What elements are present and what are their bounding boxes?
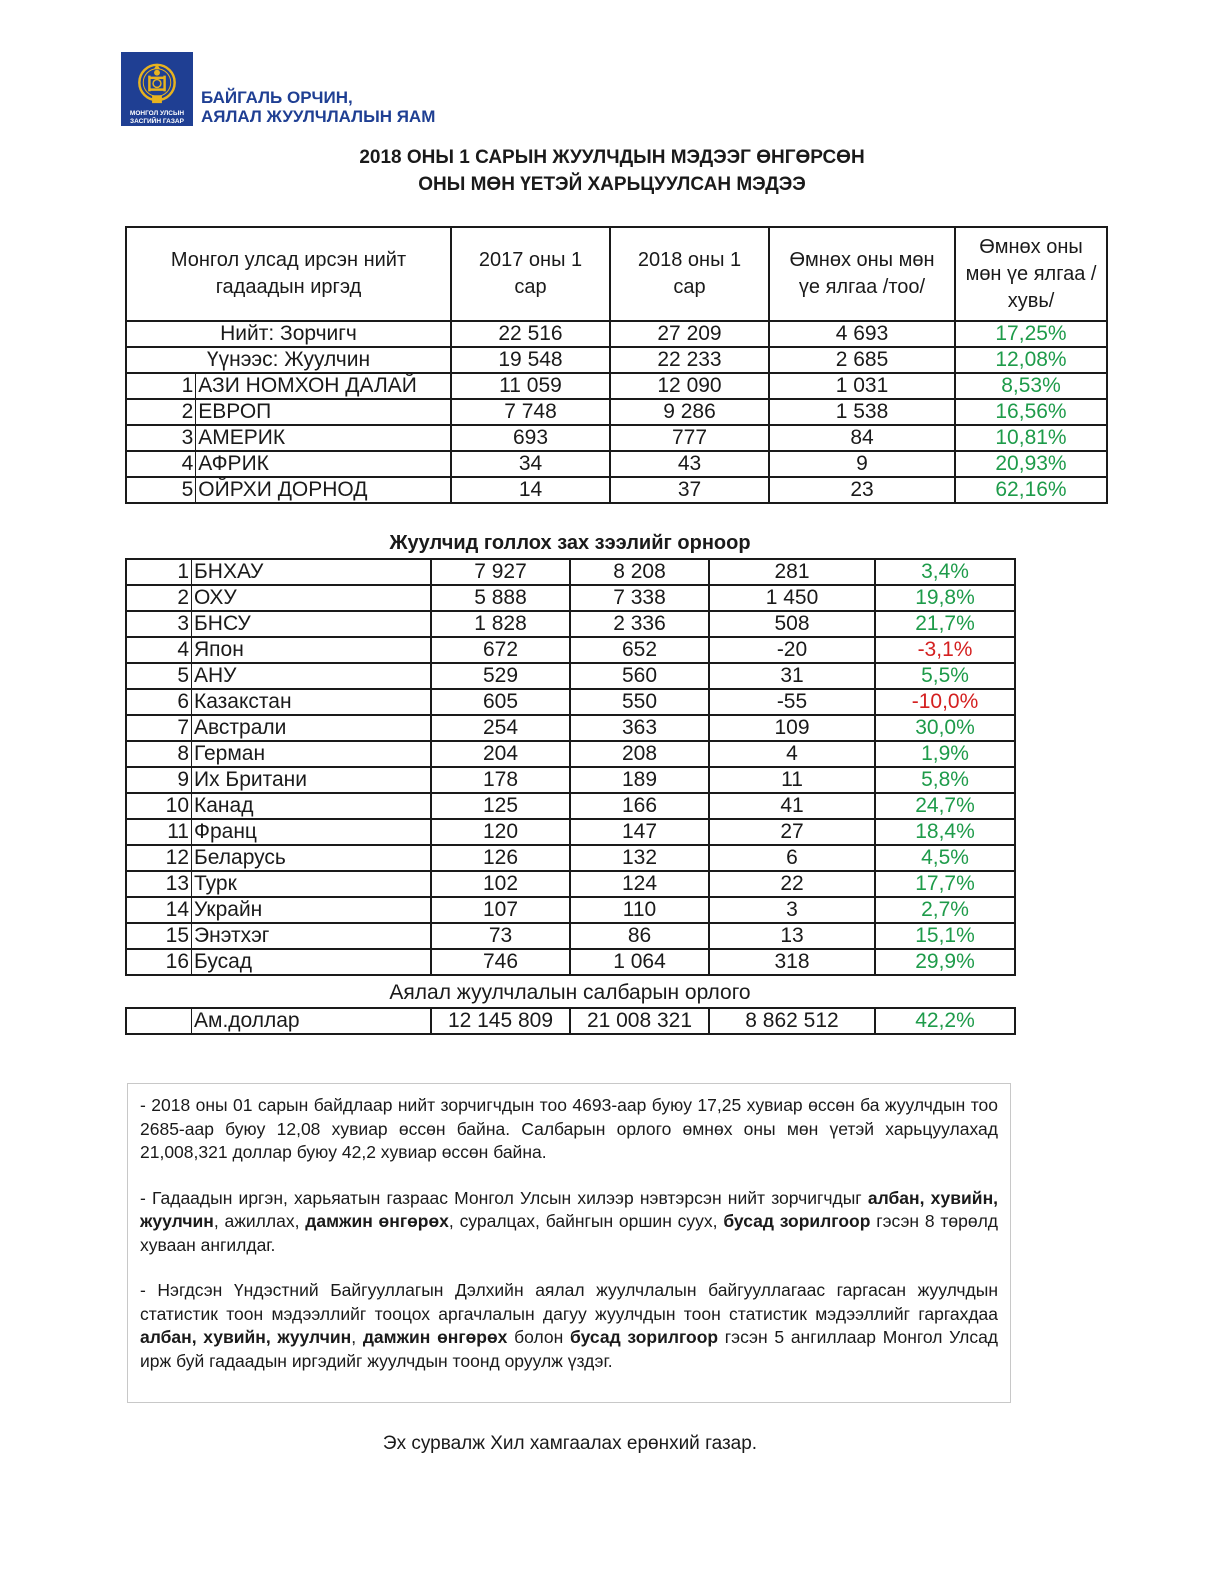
row-number: 16: [126, 949, 192, 975]
row-2018: 1 064: [570, 949, 709, 975]
row-2017: 254: [431, 715, 570, 741]
table-row: [126, 845, 1015, 871]
soyombo-emblem-icon: [137, 56, 177, 109]
row-diff: 318: [709, 949, 875, 975]
row-number: 12: [126, 845, 192, 871]
row-2018: 8 208: [570, 559, 709, 585]
row-number: 3: [126, 611, 192, 637]
header-2017-text: 2017 оны 1 сар: [478, 249, 583, 298]
countries-rows: [126, 559, 1015, 975]
table-row: [126, 949, 1015, 975]
row-2017: 7 748: [451, 399, 610, 425]
row-pct: 24,7%: [875, 793, 1015, 819]
note3-bold-f: бусад зорилгоор: [570, 1327, 719, 1347]
row-diff: 11: [709, 767, 875, 793]
document-title: [0, 144, 1224, 198]
tourists-diff: 2 685: [769, 347, 955, 373]
tourists-2017: 19 548: [451, 347, 610, 373]
header-visitors-text: Монгол улсад ирсэн нийт гадаадын иргэд: [170, 249, 407, 298]
row-name: Франц: [192, 819, 432, 845]
row-2018: 110: [570, 897, 709, 923]
note3-text-g: гэсэн 5 ангиллаар Монгол Улсад ирж буй гадаадын иргэдийг жуулчдын тоонд оруулж үздэг.: [140, 1327, 999, 1371]
title-line1: 2018 ОНЫ 1 САРЫН ЖУУЛЧДЫН МЭДЭЭГ ӨНГӨРСӨН: [359, 147, 865, 168]
countries-table: [125, 558, 1016, 976]
note-paragraph-2: [140, 1187, 998, 1258]
table-row: [126, 611, 1015, 637]
row-2017: 14: [451, 477, 610, 503]
row-2018: 132: [570, 845, 709, 871]
row-2017: 11 059: [451, 373, 610, 399]
row-diff: 281: [709, 559, 875, 585]
row-diff: -55: [709, 689, 875, 715]
header-pct-text: Өмнөх оны мөн үе ялгаа /хувь/: [965, 235, 1097, 312]
row-2018: 777: [610, 425, 769, 451]
countries-subtitle: Жуулчид голлох зах зээлийг орноор: [389, 532, 751, 554]
row-pct: 15,1%: [875, 923, 1015, 949]
note-paragraph-1: - 2018 оны 01 сарын байдлаар нийт зорчигчдын тоо 4693-аар буюу 17,25 хувиар өссөн ба жуулчдын тоо 2685-аар буюу 12,08 хувиар өссөн байна. Салбарын орлого өмнөх оны мөн үетэй харьцуулахад 21,008,321 доллар буюу 42,2 хувиар өссөн байна.: [140, 1095, 998, 1162]
row-diff: -20: [709, 637, 875, 663]
row-number: 2: [126, 585, 192, 611]
row-number: 5: [126, 663, 192, 689]
row-name: АМЕРИК: [196, 425, 451, 451]
row-2018: 12 090: [610, 373, 769, 399]
tourists-pct: 12,08%: [955, 347, 1107, 373]
note-paragraph-3: [140, 1279, 998, 1373]
table-row: [126, 897, 1015, 923]
row-diff: 41: [709, 793, 875, 819]
row-2017: 7 927: [431, 559, 570, 585]
revenue-label: Ам.доллар: [192, 1008, 432, 1034]
row-2017: 73: [431, 923, 570, 949]
row-2018: 166: [570, 793, 709, 819]
table-row: [126, 741, 1015, 767]
note3-bold-d: дамжин өнгөрөх: [362, 1327, 508, 1347]
row-name: Энэтхэг: [192, 923, 432, 949]
header-logo-block: [121, 52, 435, 126]
row-2017: 605: [431, 689, 570, 715]
row-name: Герман: [192, 741, 432, 767]
row-diff: 23: [769, 477, 955, 503]
table-row: [126, 477, 1107, 503]
row-2017: 120: [431, 819, 570, 845]
note2-text-a: - Гадаадын иргэн, харьяатын газраас Монгол Улсын хилээр нэвтэрсэн нийт зорчигчдыг: [140, 1187, 868, 1208]
note2-bold-b: албан, хувийн, жуулчин: [140, 1187, 998, 1231]
logo-caption-line1: МОНГОЛ УЛСЫН: [129, 110, 185, 117]
revenue-table: [125, 1007, 1016, 1035]
tourists-label: Үүнээс: Жуулчин: [126, 347, 451, 373]
row-2018: 147: [570, 819, 709, 845]
row-pct: 2,7%: [875, 897, 1015, 923]
row-2018: 43: [610, 451, 769, 477]
header-cell-2017: [451, 227, 610, 321]
header-cell-2018: [610, 227, 769, 321]
row-2018: 7 338: [570, 585, 709, 611]
note3-text-e: болон: [507, 1327, 571, 1347]
row-pct: 20,93%: [955, 451, 1107, 477]
row-number: 13: [126, 871, 192, 897]
table-row: [126, 425, 1107, 451]
row-pct: -10,0%: [875, 689, 1015, 715]
note2-text-g: гэсэн 8 төрөлд хуваан ангилдаг.: [140, 1211, 999, 1255]
table-row: [126, 451, 1107, 477]
row-pct: -3,1%: [875, 637, 1015, 663]
table-row: [126, 585, 1015, 611]
revenue-title: Аялал жуулчлалын салбарын орлого: [389, 981, 751, 1004]
table-row: [126, 373, 1107, 399]
row-number: 9: [126, 767, 192, 793]
table-row: [126, 923, 1015, 949]
row-pct: 30,0%: [875, 715, 1015, 741]
row-diff: 22: [709, 871, 875, 897]
note2-text-e: , суралцах, байнгын оршин суух,: [448, 1211, 724, 1231]
row-pct: 62,16%: [955, 477, 1107, 503]
row-2017: 204: [431, 741, 570, 767]
row-name: Их Британи: [192, 767, 432, 793]
total-label: Нийт: Зорчигч: [126, 321, 451, 347]
header-diff-text: Өмнөх оны мөн үе ялгаа /тоо/: [789, 249, 935, 298]
note2-bold-d: дамжин өнгөрөх: [305, 1211, 449, 1231]
row-2018: 86: [570, 923, 709, 949]
revenue-number-cell: [126, 1008, 192, 1034]
table-row: [126, 399, 1107, 425]
revenue-2018: 21 008 321: [570, 1008, 709, 1034]
row-number: 6: [126, 689, 192, 715]
logo-caption-line2: ЗАСГИЙН ГАЗАР: [130, 118, 184, 125]
logo-caption: [130, 110, 184, 126]
row-name: БНСУ: [192, 611, 432, 637]
row-name: Беларусь: [192, 845, 432, 871]
header-2018-text: 2018 оны 1 сар: [637, 249, 742, 298]
table-row-revenue: [126, 1008, 1015, 1034]
row-2017: 126: [431, 845, 570, 871]
row-name: АНУ: [192, 663, 432, 689]
header-cell-visitors: [126, 227, 451, 321]
row-pct: 10,81%: [955, 425, 1107, 451]
row-number: 2: [126, 399, 196, 425]
ministry-name-line2: АЯЛАЛ ЖУУЛЧЛАЛЫН ЯАМ: [201, 107, 436, 126]
row-pct: 1,9%: [875, 741, 1015, 767]
row-diff: 31: [709, 663, 875, 689]
row-number: 1: [126, 373, 196, 399]
note2-bold-f: бусад зорилгоор: [723, 1211, 871, 1231]
row-diff: 9: [769, 451, 955, 477]
regions-table-header: [126, 227, 1107, 321]
row-name: ОХУ: [192, 585, 432, 611]
table-row: [126, 871, 1015, 897]
row-2017: 672: [431, 637, 570, 663]
row-number: 1: [126, 559, 192, 585]
row-number: 15: [126, 923, 192, 949]
row-number: 4: [126, 451, 196, 477]
row-number: 14: [126, 897, 192, 923]
row-pct: 3,4%: [875, 559, 1015, 585]
row-pct: 5,8%: [875, 767, 1015, 793]
header-cell-pct: [955, 227, 1107, 321]
row-2018: 652: [570, 637, 709, 663]
row-number: 11: [126, 819, 192, 845]
regions-table: [125, 226, 1108, 504]
row-diff: 1 450: [709, 585, 875, 611]
row-diff: 84: [769, 425, 955, 451]
row-2017: 107: [431, 897, 570, 923]
table-row: [126, 767, 1015, 793]
row-name: Япон: [192, 637, 432, 663]
title-line2: ОНЫ МӨН ҮЕТЭЙ ХАРЬЦУУЛСАН МЭДЭЭ: [418, 174, 806, 195]
row-name: Украйн: [192, 897, 432, 923]
row-name: Бусад: [192, 949, 432, 975]
revenue-2017: 12 145 809: [431, 1008, 570, 1034]
row-diff: 1 538: [769, 399, 955, 425]
row-2017: 529: [431, 663, 570, 689]
ministry-name: [201, 88, 435, 126]
row-2017: 5 888: [431, 585, 570, 611]
revenue-pct: 42,2%: [875, 1008, 1015, 1034]
row-pct: 18,4%: [875, 819, 1015, 845]
row-pct: 5,5%: [875, 663, 1015, 689]
row-name: БНХАУ: [192, 559, 432, 585]
row-name: Турк: [192, 871, 432, 897]
tourists-2018: 22 233: [610, 347, 769, 373]
row-diff: 508: [709, 611, 875, 637]
header-cell-diff: [769, 227, 955, 321]
row-2017: 125: [431, 793, 570, 819]
row-pct: 16,56%: [955, 399, 1107, 425]
row-pct: 21,7%: [875, 611, 1015, 637]
row-number: 3: [126, 425, 196, 451]
row-2017: 34: [451, 451, 610, 477]
note3-text-a: - Нэгдсэн Үндэстний Байгууллагын Дэлхийн аялал жуулчлалын байгууллагаас гаргасан жуулчдын статистик тоон мэдээллийг тооцох аргачлалын дагуу жуулчдын тоон статистик мэдээллийг гаргахдаа: [140, 1280, 998, 1324]
row-diff: 13: [709, 923, 875, 949]
row-number: 5: [126, 477, 196, 503]
row-2018: 9 286: [610, 399, 769, 425]
row-name: Казакстан: [192, 689, 432, 715]
table-row-tourists: [126, 347, 1107, 373]
row-pct: 17,7%: [875, 871, 1015, 897]
note3-bold-b: албан, хувийн, жуулчин: [140, 1327, 352, 1347]
row-2018: 208: [570, 741, 709, 767]
row-number: 4: [126, 637, 192, 663]
row-diff: 27: [709, 819, 875, 845]
row-number: 8: [126, 741, 192, 767]
table-row: [126, 663, 1015, 689]
row-2017: 746: [431, 949, 570, 975]
row-name: Австрали: [192, 715, 432, 741]
row-diff: 3: [709, 897, 875, 923]
table-row: [126, 559, 1015, 585]
row-number: 7: [126, 715, 192, 741]
row-2018: 2 336: [570, 611, 709, 637]
total-2017: 22 516: [451, 321, 610, 347]
row-2018: 124: [570, 871, 709, 897]
row-diff: 109: [709, 715, 875, 741]
row-2017: 178: [431, 767, 570, 793]
table-row-total: [126, 321, 1107, 347]
row-pct: 4,5%: [875, 845, 1015, 871]
note3-text-c: ,: [351, 1327, 363, 1347]
total-2018: 27 209: [610, 321, 769, 347]
row-2017: 1 828: [431, 611, 570, 637]
row-2018: 363: [570, 715, 709, 741]
note2-text-c: , ажиллах,: [213, 1211, 306, 1231]
table-row: [126, 793, 1015, 819]
row-name: ОЙРХИ ДОРНОД: [196, 477, 451, 503]
regions-rows: [126, 373, 1107, 503]
row-2018: 37: [610, 477, 769, 503]
government-emblem-logo: [121, 52, 193, 126]
row-name: АЗИ НОМХОН ДАЛАЙ: [196, 373, 451, 399]
row-diff: 4: [709, 741, 875, 767]
ministry-name-line1: БАЙГАЛЬ ОРЧИН,: [201, 88, 353, 107]
table-row: [126, 637, 1015, 663]
total-diff: 4 693: [769, 321, 955, 347]
table-row: [126, 689, 1015, 715]
row-pct: 29,9%: [875, 949, 1015, 975]
row-diff: 6: [709, 845, 875, 871]
row-2018: 560: [570, 663, 709, 689]
source-note: Эх сурвалж Хил хамгаалах ерөнхий газар.: [382, 1433, 758, 1454]
total-pct: 17,25%: [955, 321, 1107, 347]
notes-box: [127, 1083, 1011, 1403]
row-2017: 102: [431, 871, 570, 897]
row-diff: 1 031: [769, 373, 955, 399]
revenue-diff: 8 862 512: [709, 1008, 875, 1034]
row-pct: 19,8%: [875, 585, 1015, 611]
row-pct: 8,53%: [955, 373, 1107, 399]
row-2017: 693: [451, 425, 610, 451]
row-name: ЕВРОП: [196, 399, 451, 425]
row-name: АФРИК: [196, 451, 451, 477]
row-2018: 189: [570, 767, 709, 793]
table-row: [126, 819, 1015, 845]
row-number: 10: [126, 793, 192, 819]
table-row: [126, 715, 1015, 741]
row-name: Канад: [192, 793, 432, 819]
row-2018: 550: [570, 689, 709, 715]
